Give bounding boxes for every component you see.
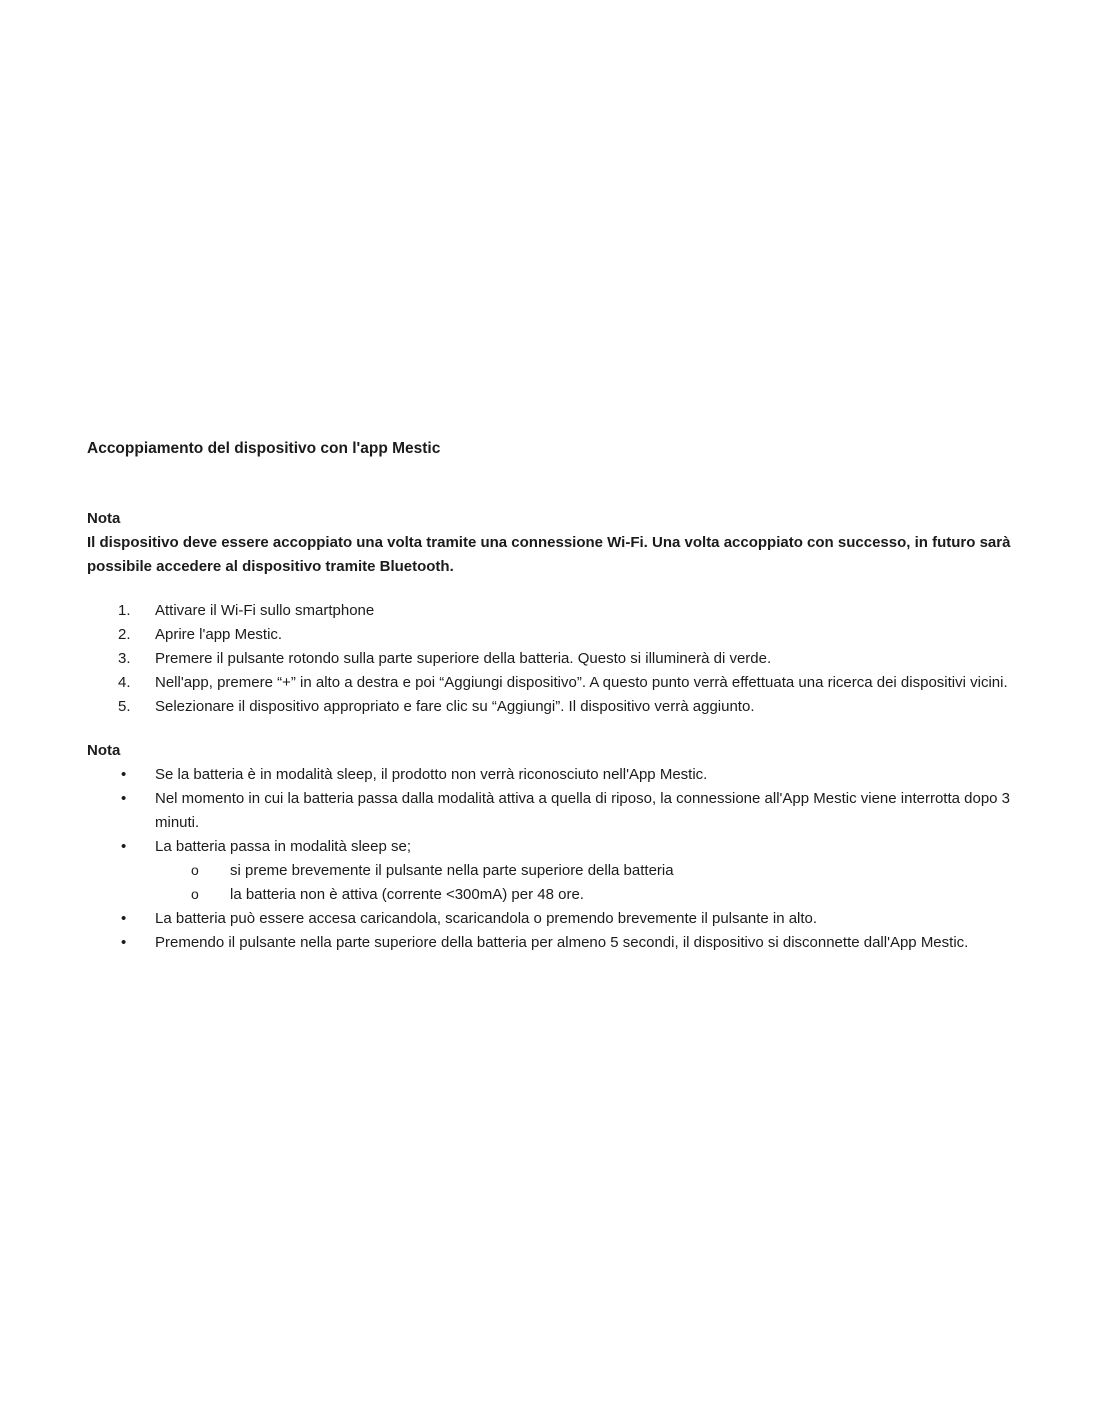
note-body-1: Il dispositivo deve essere accoppiato una volta tramite una connessione Wi-Fi. Una volta accoppiato con successo, in futuro sarà possibile accedere al dispositivo tramite Bluetooth.: [87, 534, 1011, 575]
sleep-conditions-sublist: [155, 859, 1012, 907]
pairing-steps-list: [87, 599, 1012, 719]
list-item: [87, 835, 1012, 907]
note-label-1: Nota: [87, 510, 121, 527]
list-item: • La batteria può essere accesa caricandola, scaricandola o premendo brevemente il pulsante in alto.: [87, 907, 1012, 931]
list-item: • Premendo il pulsante nella parte superiore della batteria per almeno 5 secondi, il dispositivo si disconnette dall'App Mestic.: [87, 931, 1012, 955]
list-item: Nell'app, premere “+” in alto a destra e poi “Aggiungi dispositivo”. A questo punto verrà effettuata una ricerca dei dispositivi vicini.: [155, 674, 1008, 691]
list-item: Attivare il Wi-Fi sullo smartphone: [155, 602, 375, 619]
list-item: Selezionare il dispositivo appropriato e fare clic su “Aggiungi”. Il dispositivo verrà aggiunto.: [155, 698, 755, 715]
list-item: • Se la batteria è in modalità sleep, il prodotto non verrà riconosciuto nell'App Mestic.: [87, 763, 1012, 787]
list-item: • Nel momento in cui la batteria passa dalla modalità attiva a quella di riposo, la connessione all'App Mestic viene interrotta dopo 3 minuti.: [87, 787, 1012, 835]
note-bullets-list: [87, 763, 1012, 955]
page-title: Accoppiamento del dispositivo con l'app Mestic: [87, 440, 441, 457]
note-label-2: Nota: [87, 742, 121, 759]
list-item-text: La batteria passa in modalità sleep se;: [155, 838, 411, 855]
list-item: o si preme brevemente il pulsante nella parte superiore della batteria: [155, 859, 1012, 883]
list-item: Aprire l'app Mestic.: [155, 626, 283, 643]
list-item: o la batteria non è attiva (corrente <300mA) per 48 ore.: [155, 883, 1012, 907]
list-item: Premere il pulsante rotondo sulla parte superiore della batteria. Questo si illuminerà di verde.: [155, 650, 772, 667]
